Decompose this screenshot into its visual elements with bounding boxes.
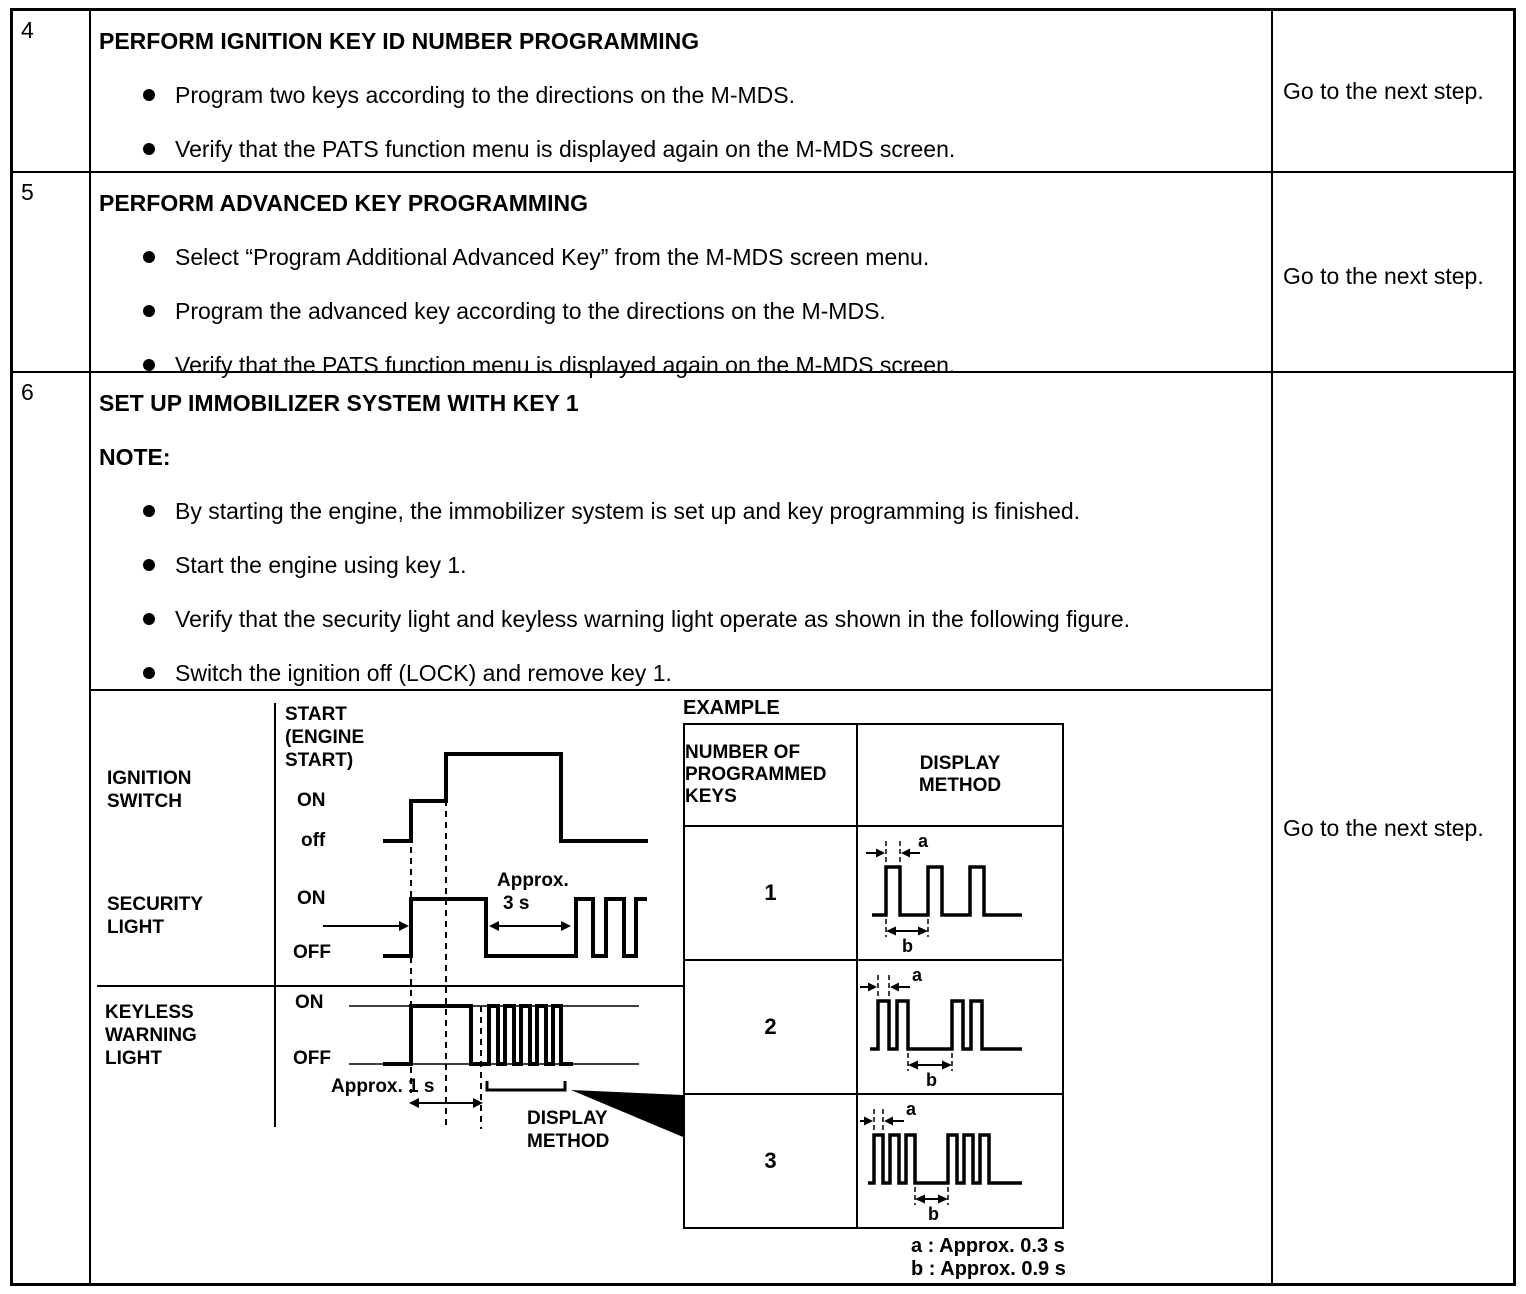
arrowhead-icon (489, 921, 499, 931)
key-count: 2 (684, 960, 857, 1094)
bullet-text: Verify that the PATS function menu is displayed again on the M-MDS screen. (175, 352, 956, 378)
approx-1s-label: Approx. 1 s (331, 1076, 435, 1097)
ignition-switch-label: IGNITION SWITCH (107, 768, 192, 812)
arrowhead-icon (942, 1061, 952, 1070)
pattern-waveform (872, 867, 1022, 915)
keyless-warning-light-label: KEYLESS WARNING LIGHT (105, 1002, 197, 1069)
approx-3s-label: Approx. 3 s (497, 870, 569, 914)
arrowhead-icon (399, 921, 409, 931)
key-count: 1 (684, 826, 857, 960)
table-row (13, 373, 1513, 1283)
list-item (143, 243, 1271, 271)
step-instructions (91, 11, 1273, 171)
bullet-icon (143, 89, 155, 101)
step-instructions (91, 173, 1273, 379)
step-action: Go to the next step. (1283, 77, 1484, 104)
bullet-icon (143, 251, 155, 263)
bullet-text: Program two keys according to the directions on the M-MDS. (175, 82, 795, 108)
display-pattern-1-key (860, 827, 1060, 954)
pattern-waveform (870, 1001, 1022, 1049)
procedure-table (10, 8, 1516, 1286)
arrowhead-icon (868, 983, 877, 992)
arrowhead-icon (890, 983, 899, 992)
step-instructions (91, 373, 1273, 1283)
bullet-icon (143, 359, 155, 371)
bullet-text: Select “Program Additional Advanced Key” from the M-MDS screen menu. (175, 244, 930, 270)
display-pattern-3-keys (860, 1095, 1060, 1222)
bullet-text: Verify that the security light and keyless warning light operate as shown in the following figure. (175, 606, 1131, 632)
footnote-b: b : Approx. 0.9 s (911, 1258, 1066, 1280)
step-number: 6 (13, 373, 91, 1283)
example-title: EXAMPLE (683, 697, 780, 719)
table-row (13, 11, 1513, 173)
list-item (143, 497, 1271, 525)
ignition-off-label: off (301, 830, 326, 851)
step-action: Go to the next step. (1283, 262, 1484, 289)
key-count: 3 (684, 1094, 857, 1228)
step-action: Go to the next step. (1283, 814, 1484, 841)
label-a: a (906, 1099, 917, 1119)
arrowhead-icon (915, 1195, 925, 1204)
display-pattern-cell (857, 826, 1063, 960)
timing-figure (91, 689, 1271, 1283)
figure-footnotes (911, 1235, 1066, 1281)
label-b: b (926, 1070, 937, 1088)
arrowhead-icon (561, 921, 571, 931)
label-a: a (912, 965, 923, 985)
arrowhead-icon (876, 849, 885, 858)
example-table (683, 723, 1064, 1229)
display-pattern-2-keys (860, 961, 1060, 1088)
security-off-label: OFF (293, 942, 331, 963)
bullet-icon (143, 505, 155, 517)
arrowhead-icon (884, 1117, 893, 1126)
display-pattern-cell (857, 960, 1063, 1094)
display-method-label: DISPLAY METHOD (527, 1108, 610, 1152)
arrowhead-icon (901, 849, 910, 858)
arrowhead-icon (938, 1195, 948, 1204)
col-header-number-of-keys: NUMBER OF PROGRAMMED KEYS (684, 724, 857, 826)
label-a: a (918, 831, 929, 851)
list-item (143, 605, 1271, 633)
step-title: PERFORM IGNITION KEY ID NUMBER PROGRAMMING (99, 28, 700, 54)
security-light-label: SECURITY LIGHT (107, 894, 204, 938)
example-header-row (684, 724, 1063, 826)
label-b: b (902, 936, 913, 954)
security-on-label: ON (297, 888, 326, 909)
list-item (143, 81, 1271, 109)
arrowhead-icon (918, 927, 928, 936)
ignition-switch-waveform (383, 754, 648, 841)
bullet-icon (143, 667, 155, 679)
step-number: 4 (13, 11, 91, 171)
list-item (143, 297, 1271, 325)
pattern-waveform (868, 1135, 1022, 1183)
list-item (143, 659, 1271, 687)
bullet-text: Start the engine using key 1. (175, 552, 467, 578)
bullet-text: Program the advanced key according to the directions on the M-MDS. (175, 298, 886, 324)
bullet-icon (143, 613, 155, 625)
bullet-icon (143, 143, 155, 155)
step-title: SET UP IMMOBILIZER SYSTEM WITH KEY 1 (99, 390, 579, 416)
step-title: PERFORM ADVANCED KEY PROGRAMMING (99, 190, 588, 216)
ignition-on-label: ON (297, 790, 326, 811)
arrowhead-icon (908, 1061, 918, 1070)
list-item (143, 135, 1271, 163)
bullet-icon (143, 305, 155, 317)
display-pattern-cell (857, 1094, 1063, 1228)
example-row (684, 826, 1063, 960)
arrowhead-icon (886, 927, 896, 936)
bullet-icon (143, 559, 155, 571)
keyless-on-label: ON (295, 992, 324, 1013)
label-b: b (928, 1204, 939, 1222)
col-header-display-method: DISPLAY METHOD (857, 724, 1063, 826)
step-number: 5 (13, 173, 91, 379)
bullet-text: By starting the engine, the immobilizer system is set up and key programming is finished. (175, 498, 1081, 524)
list-item (143, 551, 1271, 579)
arrowhead-icon (864, 1117, 873, 1126)
table-row (13, 173, 1513, 378)
footnote-a: a : Approx. 0.3 s (911, 1235, 1065, 1257)
display-method-bracket (487, 1081, 565, 1090)
start-engine-start-label: START (ENGINE START) (285, 704, 365, 771)
keyless-off-label: OFF (293, 1048, 331, 1069)
arrowhead-icon (409, 1098, 419, 1108)
note-label: NOTE: (99, 444, 171, 470)
keyless-warning-waveform (383, 1006, 573, 1064)
example-row (684, 960, 1063, 1094)
bullet-text: Verify that the PATS function menu is displayed again on the M-MDS screen. (175, 136, 956, 162)
bullet-text: Switch the ignition off (LOCK) and remove key 1. (175, 660, 672, 686)
example-row (684, 1094, 1063, 1228)
